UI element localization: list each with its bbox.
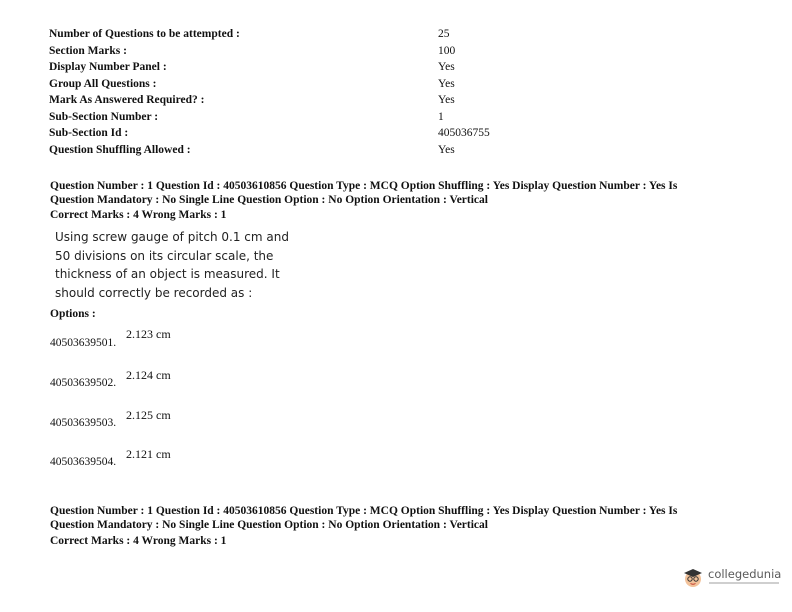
section-info-row [49,61,569,77]
question-marks: Correct Marks : 4 Wrong Marks : 1 [50,209,227,221]
section-info-row [49,111,569,127]
question-text-line: should correctly be recorded as : [55,285,253,300]
section-info-key: Section Marks : [49,44,127,57]
section-info-key: Sub-Section Number : [49,110,159,123]
section-info-key: Question Shuffling Allowed : [49,143,191,156]
option-id: 40503639503. [50,417,117,429]
question-text-line: 50 divisions on its circular scale, the [55,248,274,263]
question-header [50,504,750,532]
section-info-value: 405036755 [438,127,490,139]
section-info-row [49,28,569,44]
section-info-row [49,127,569,143]
question-header-line: Question Mandatory : No Single Line Question Option : No Option Orientation : Vertical [50,194,488,206]
section-info-row [49,144,569,160]
section-info-row [49,94,569,110]
option-id: 40503639504. [50,456,117,468]
section-info-value: 25 [438,28,450,40]
logo-wordmark: collegedunia [708,567,782,581]
section-info-value: Yes [438,143,455,156]
graduate-face-icon [682,566,704,588]
section-info-row [49,45,569,61]
section-info-key: Display Number Panel : [49,61,167,73]
question-header-line: Question Number : 1 Question Id : 40503610856 Question Type : MCQ Option Shuffling : Yes Display Question Number : Yes Is [50,505,678,517]
question-text [55,228,305,302]
option-text: 2.121 cm [126,447,171,461]
question-header [50,179,750,207]
section-info-value: 1 [438,110,444,123]
question-text-line: thickness of an object is measured. It [55,267,280,281]
collegedunia-logo [682,566,792,592]
question-header-line: Question Number : 1 Question Id : 40503610856 Question Type : MCQ Option Shuffling : Yes Display Question Number : Yes Is [50,180,678,192]
section-info-value: 100 [438,44,456,57]
options-label: Options : [50,308,96,320]
option-id: 40503639502. [50,377,117,389]
section-info-value: Yes [438,61,455,73]
section-info-row [49,78,569,94]
option-text: 2.123 cm [126,327,171,341]
option-text: 2.125 cm [126,408,171,422]
section-info-key: Mark As Answered Required? : [49,94,205,106]
option-text: 2.124 cm [126,368,171,382]
question-text-line: Using screw gauge of pitch 0.1 cm and [55,230,289,244]
section-info-key: Group All Questions : [49,77,157,90]
section-info-value: Yes [438,94,455,106]
option-id: 40503639501. [50,337,117,349]
section-info-key: Sub-Section Id : [49,127,129,139]
section-info-value: Yes [438,77,455,90]
section-info-key: Number of Questions to be attempted : [49,28,240,40]
question-header-line: Question Mandatory : No Single Line Question Option : No Option Orientation : Vertical [50,519,488,531]
question-marks: Correct Marks : 4 Wrong Marks : 1 [50,535,227,547]
logo-tagline [709,582,779,584]
